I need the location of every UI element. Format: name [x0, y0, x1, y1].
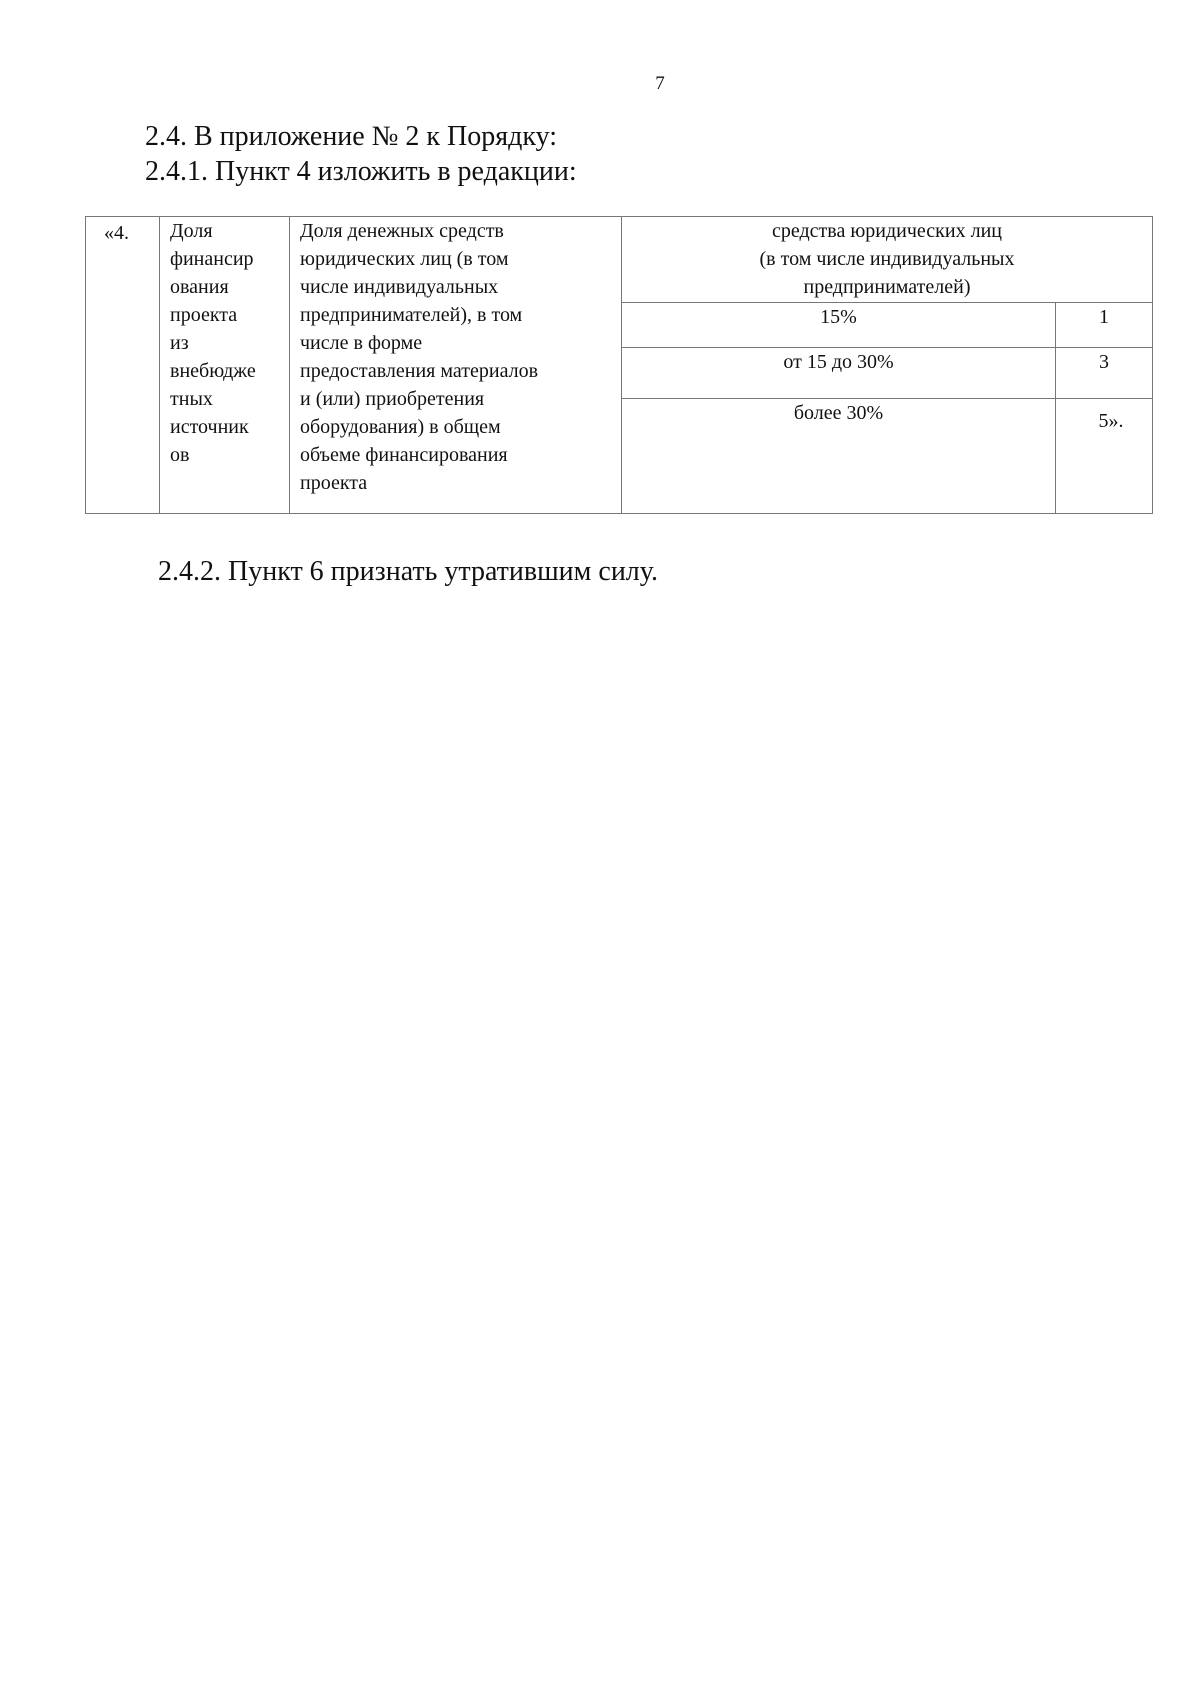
- item-number-cell: [86, 217, 160, 514]
- score-cell: [1056, 348, 1153, 399]
- score-value: 3: [1099, 351, 1109, 373]
- range-value: более 30%: [793, 402, 884, 424]
- paragraph-2-4-2: 2.4.2. Пункт 6 признать утратившим силу.: [158, 556, 658, 587]
- header-cell: [622, 217, 1153, 303]
- item-number: «4.: [104, 222, 129, 244]
- score-value: 1: [1099, 306, 1109, 328]
- page-number: 7: [655, 73, 665, 94]
- indicator-text: Доля денежных средств юридических лиц (в том числе индивидуальных предпринимателей), в том числе в форме предоставления материалов и (или) приобретения оборудования) в общем объеме финансирования проекта: [300, 220, 539, 494]
- criterion-name: Доля финансир ования проекта из внебюдже тных источник ов: [170, 220, 256, 466]
- score-cell: [1056, 303, 1153, 348]
- range-value: от 15 до 30%: [783, 351, 894, 373]
- range-cell: [622, 399, 1056, 514]
- range-value: 15%: [820, 306, 857, 328]
- range-cell: [622, 348, 1056, 399]
- paragraph-2-4-1: 2.4.1. Пункт 4 изложить в редакции:: [145, 156, 577, 187]
- score-value: 5».: [1098, 410, 1124, 432]
- range-cell: [622, 303, 1056, 348]
- table-row: [86, 217, 1153, 303]
- table-header-text: средства юридических лиц (в том числе индивидуальных предпринимателей): [759, 220, 1015, 298]
- criterion-name-cell: [160, 217, 290, 514]
- score-cell: [1056, 399, 1153, 514]
- indicator-cell: [290, 217, 622, 514]
- amendment-table: [85, 216, 1153, 514]
- paragraph-2-4: 2.4. В приложение № 2 к Порядку:: [145, 121, 558, 152]
